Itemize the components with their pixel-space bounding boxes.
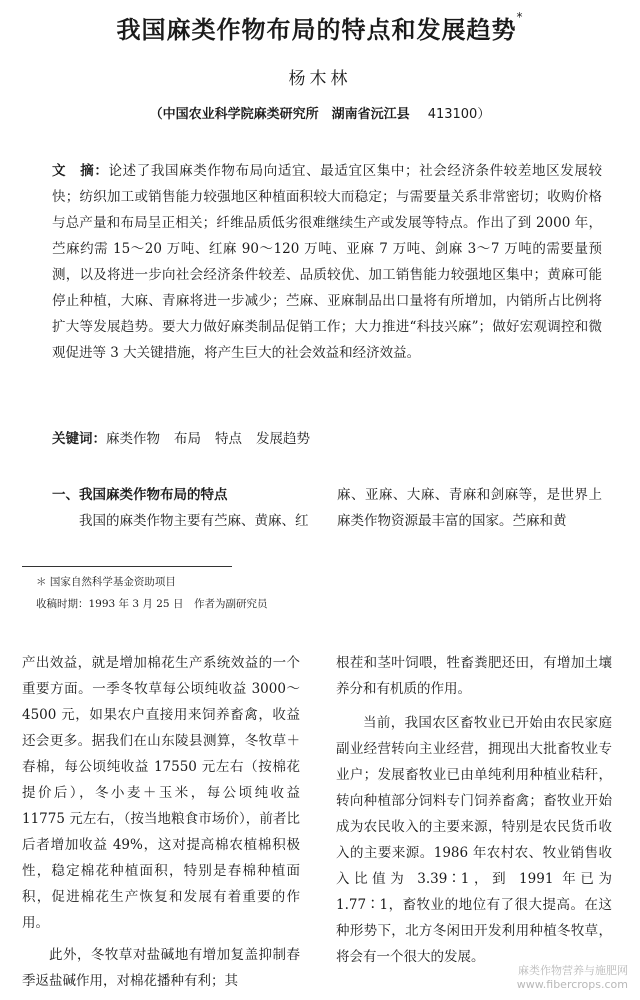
author-name: 杨木林 <box>288 69 352 89</box>
site-watermark <box>517 964 628 992</box>
body-paragraph: 产出效益，就是增加棉花生产系统效益的一个重要方面。一季冬牧草每公顷纯收益 3000～4500 元，如果农户直接用来饲养畜禽，收益还会更多。据我们在山东陵县测算，冬牧草＋春棉，每公顷纯收益 17550 元左右（按棉花提价后），冬小麦＋玉米，每公顷纯收益 11775 元左右，（按当地粮食市场价），前者比后者增加收益 49%，这对提高棉农植棉积极性，稳定棉花种植面积，特别是春棉种植面积，促进棉花生产恢复和发展有着重要的作用。 <box>22 655 300 931</box>
footnote-received: 收稿时期：1993 年 3 月 25 日 作者为副研究员 <box>36 598 268 610</box>
postal-code: 413100） <box>427 107 491 122</box>
keyword-item: 发展趋势 <box>256 431 310 447</box>
body-paragraph: 我国的麻类作物主要有苎麻、黄麻、红 <box>79 513 309 529</box>
footnote-rule <box>22 566 232 567</box>
keywords-label: 关键词： <box>52 431 106 447</box>
keyword-item: 特点 <box>215 431 242 447</box>
affiliation-text: （中国农业科学院麻类研究所 湖南省沅江县 <box>149 107 410 122</box>
abstract-text: 论述了我国麻类作物布局向适宜、最适宜区集中；社会经济条件较差地区发展较快；纺织加工或销售能力较强地区种植面积较大而稳定；与需要量关系非常密切；收购价格与总产量和布局呈正相关；纤维品质低劣很难继续生产或发展等特点。作出了到 2000 年，苎麻约需 15～20 万吨、红麻 90～120 万吨、亚麻 7 万吨、剑麻 3～7 万吨的需要量预测，以及将进一步向社会经济条件较差、品质较优、加工销售能力较强地区集中；黄麻可能停止种植，大麻、青麻将进一步减少；苎麻、亚麻制品出口量将有所增加，内销所占比例将扩大等发展趋势。要大力做好麻类制品促销工作；大力推进“科技兴麻”；做好宏观调控和微观促进等 3 大关键措施，将产生巨大的社会效益和经济效益。 <box>52 163 603 361</box>
keyword-item: 麻类作物 <box>106 431 160 447</box>
paper-title-text: 我国麻类作物布局的特点和发展趋势 <box>116 16 517 44</box>
lower-left-column <box>22 650 300 994</box>
keyword-item: 布局 <box>174 431 201 447</box>
body-paragraph: 麻、亚麻、大麻、青麻和剑麻等，是世界上麻类作物资源最丰富的国家。苎麻和黄 <box>337 487 602 529</box>
body-paragraph: 此外，冬牧草对盐碱地有增加复盖抑制春季返盐碱作用，对棉花播种有利；其 <box>22 947 300 989</box>
watermark-name: 麻类作物营养与施肥网 <box>518 964 628 977</box>
abstract <box>52 158 602 366</box>
keywords <box>52 426 602 452</box>
watermark-url: www.fibercrops.com <box>516 978 628 991</box>
abstract-label: 文 摘： <box>52 163 109 179</box>
section1-right-column <box>337 482 602 534</box>
body-paragraph: 根茬和茎叶饲喂，牲畜粪肥还田，有增加土壤养分和有机质的作用。 <box>336 655 612 697</box>
section-heading: 一、我国麻类作物布局的特点 <box>52 487 228 503</box>
lower-right-column <box>336 650 612 970</box>
body-paragraph: 当前，我国农区畜牧业已开始由农民家庭副业经营转向主业经营，拥现出大批畜牧业专业户；发展畜牧业已由单纯利用种植业秸秆，转向种植部分饲料专门饲养畜禽；畜牧业开始成为农民收入的主要来源，特别是农民货币收入的主要来源。1986 年农村农、牧业销售收入比值为 3.39∶1，到 1991 年已为 1.77∶1，畜牧业的地位有了很大提高。在这种形势下，北方冬闲田开发利用种植冬牧草，将会有一个很大的发展。 <box>336 715 612 965</box>
title-footnote-mark: * <box>516 10 524 24</box>
footnote-funding: ＊ 国家自然科学基金资助项目 <box>36 576 176 588</box>
section1-left-column <box>52 482 320 534</box>
affiliation <box>0 103 640 122</box>
paper-title <box>0 10 640 45</box>
